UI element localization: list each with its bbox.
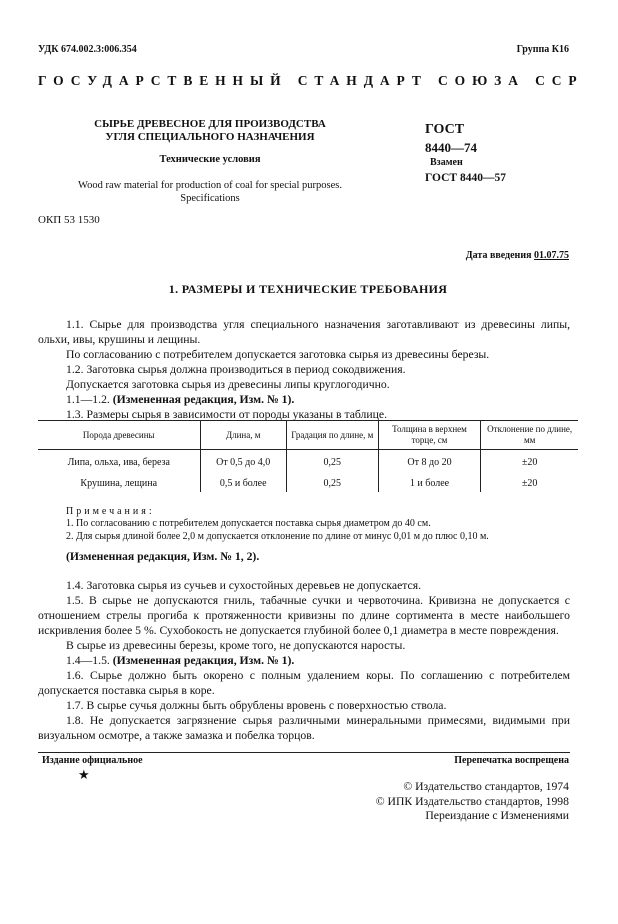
- notes-label: Примечания:: [66, 506, 155, 517]
- official-edition-label: Издание официальное: [42, 755, 143, 766]
- introduction-date-label: Дата введения: [465, 250, 532, 261]
- table-header: Толщина в верхнем торце, см: [378, 421, 481, 450]
- copyright-block: [376, 780, 569, 824]
- change-note-number: 1.4—1.5.: [66, 654, 110, 667]
- table-cell: От 8 до 20: [378, 450, 481, 472]
- gost-number: 8440—74: [425, 140, 477, 155]
- table-cell: 0,25: [286, 450, 378, 472]
- table-row: [38, 471, 578, 492]
- document-title: [60, 118, 360, 144]
- change-note-text: (Измененная редакция, Изм. № 1).: [112, 654, 295, 667]
- table-header: Отклонение по длине, мм: [481, 421, 578, 450]
- paragraph: 1.6. Сырье должно быть окорено с полным удалением коры. По соглашению с потребителем допускается поставка сырья в коре.: [38, 669, 570, 697]
- table-cell: ±20: [481, 471, 578, 492]
- footer-divider: [38, 752, 570, 753]
- change-note-number: 1.1—1.2.: [66, 393, 110, 406]
- english-title-line-2: Specifications: [180, 193, 240, 204]
- paragraph: 1.1. Сырье для производства угля специального назначения заготавливают из древесины липы, ольхи, ивы, крушины и лещины.: [38, 318, 570, 346]
- udk-code: УДК 674.002.3:006.354: [38, 44, 137, 55]
- table-cell: ±20: [481, 450, 578, 472]
- change-note: [38, 653, 570, 668]
- document-subtitle: Технические условия: [159, 154, 261, 165]
- table-cell: 0,25: [286, 471, 378, 492]
- table-header: Длина, м: [200, 421, 286, 450]
- table-cell: Крушина, лещина: [80, 478, 158, 489]
- section-text-bottom: [38, 578, 570, 743]
- paragraph: 1.7. В сырье сучья должны быть обрублены вровень с поверхностью ствола.: [66, 699, 447, 712]
- replaces-label: Взамен: [430, 157, 463, 168]
- table-row: [38, 450, 578, 472]
- table-header: Порода древесины: [38, 421, 200, 450]
- paragraph: 1.5. В сырье не допускаются гниль, табачные сучки и червоточина. Кривизна не допускается с отношением стрелы прогиба к протяженности кривизны по длине сортимента в месте наибольшего искривления более 5 %. Сухобокость не допускается глубиной более 0,1 диаметра в месте повреждения.: [38, 594, 570, 637]
- paragraph: По согласованию с потребителем допускается заготовка сырья из древесины березы.: [66, 348, 490, 361]
- change-note-2: (Измененная редакция, Изм. № 1, 2).: [66, 550, 260, 563]
- notes-list: [66, 518, 586, 543]
- english-title: [30, 179, 390, 205]
- reprint-prohibited-label: Перепечатка воспрещена: [454, 755, 569, 766]
- paragraph: Допускается заготовка сырья из древесины липы круглогодично.: [66, 378, 390, 391]
- okp-code: ОКП 53 1530: [38, 214, 100, 226]
- section-title: 1. РАЗМЕРЫ И ТЕХНИЧЕСКИЕ ТРЕБОВАНИЯ: [168, 282, 448, 296]
- english-title-line-1: Wood raw material for production of coal for special purposes.: [78, 180, 342, 191]
- replaced-gost: ГОСТ 8440—57: [425, 172, 506, 184]
- title-line-2: УГЛЯ СПЕЦИАЛЬНОГО НАЗНАЧЕНИЯ: [105, 131, 315, 143]
- section-text-top: [38, 317, 570, 422]
- paragraph: 1.2. Заготовка сырья должна производиться в период сокодвижения.: [66, 363, 406, 376]
- group-code: Группа К16: [516, 44, 569, 55]
- table-cell: Липа, ольха, ива, береза: [67, 457, 170, 468]
- title-line-1: СЫРЬЕ ДРЕВЕСНОЕ ДЛЯ ПРОИЗВОДСТВА: [94, 118, 326, 130]
- paragraph: 1.4. Заготовка сырья из сучьев и сухостойных деревьев не допускается.: [66, 579, 422, 592]
- reissue-note: Переиздание с Изменениями: [425, 809, 569, 822]
- table-cell: 0,5 и более: [200, 471, 286, 492]
- paragraph: 1.3. Размеры сырья в зависимости от породы указаны в таблице.: [66, 408, 388, 421]
- table-cell: От 0,5 до 4,0: [200, 450, 286, 472]
- introduction-date: [466, 250, 569, 261]
- change-note: [38, 392, 570, 407]
- copyright-line: © ИПК Издательство стандартов, 1998: [375, 794, 569, 808]
- table-header: Градация по длине, м: [286, 421, 378, 450]
- star-icon: ★: [78, 767, 90, 782]
- table-notes: [66, 506, 586, 519]
- paragraph: 1.8. Не допускается загрязнение сырья различными минеральными примесями, видимыми при визуальном осмотре, а также замазка и побелка торцов.: [38, 714, 570, 742]
- copyright-line: © Издательство стандартов, 1974: [403, 780, 569, 793]
- table-cell: 1 и более: [378, 471, 481, 492]
- change-note-text: (Измененная редакция, Изм. № 1).: [112, 393, 295, 406]
- introduction-date-value: 01.07.75: [534, 250, 569, 261]
- note-item: 1. По согласованию с потребителем допускается поставка сырья диаметром до 40 см.: [66, 518, 431, 529]
- gost-label: ГОСТ: [425, 122, 465, 137]
- paragraph: В сырье из древесины березы, кроме того, не допускаются наросты.: [66, 639, 406, 652]
- note-item: 2. Для сырья длиной более 2,0 м допускается отклонение по длине от минус 0,01 м до плюс 0,10 м.: [66, 530, 489, 542]
- dimensions-table: [38, 420, 578, 492]
- table-header-row: [38, 421, 578, 450]
- state-standard-heading: ГОСУДАРСТВЕННЫЙ СТАНДАРТ СОЮЗА ССР: [38, 73, 584, 88]
